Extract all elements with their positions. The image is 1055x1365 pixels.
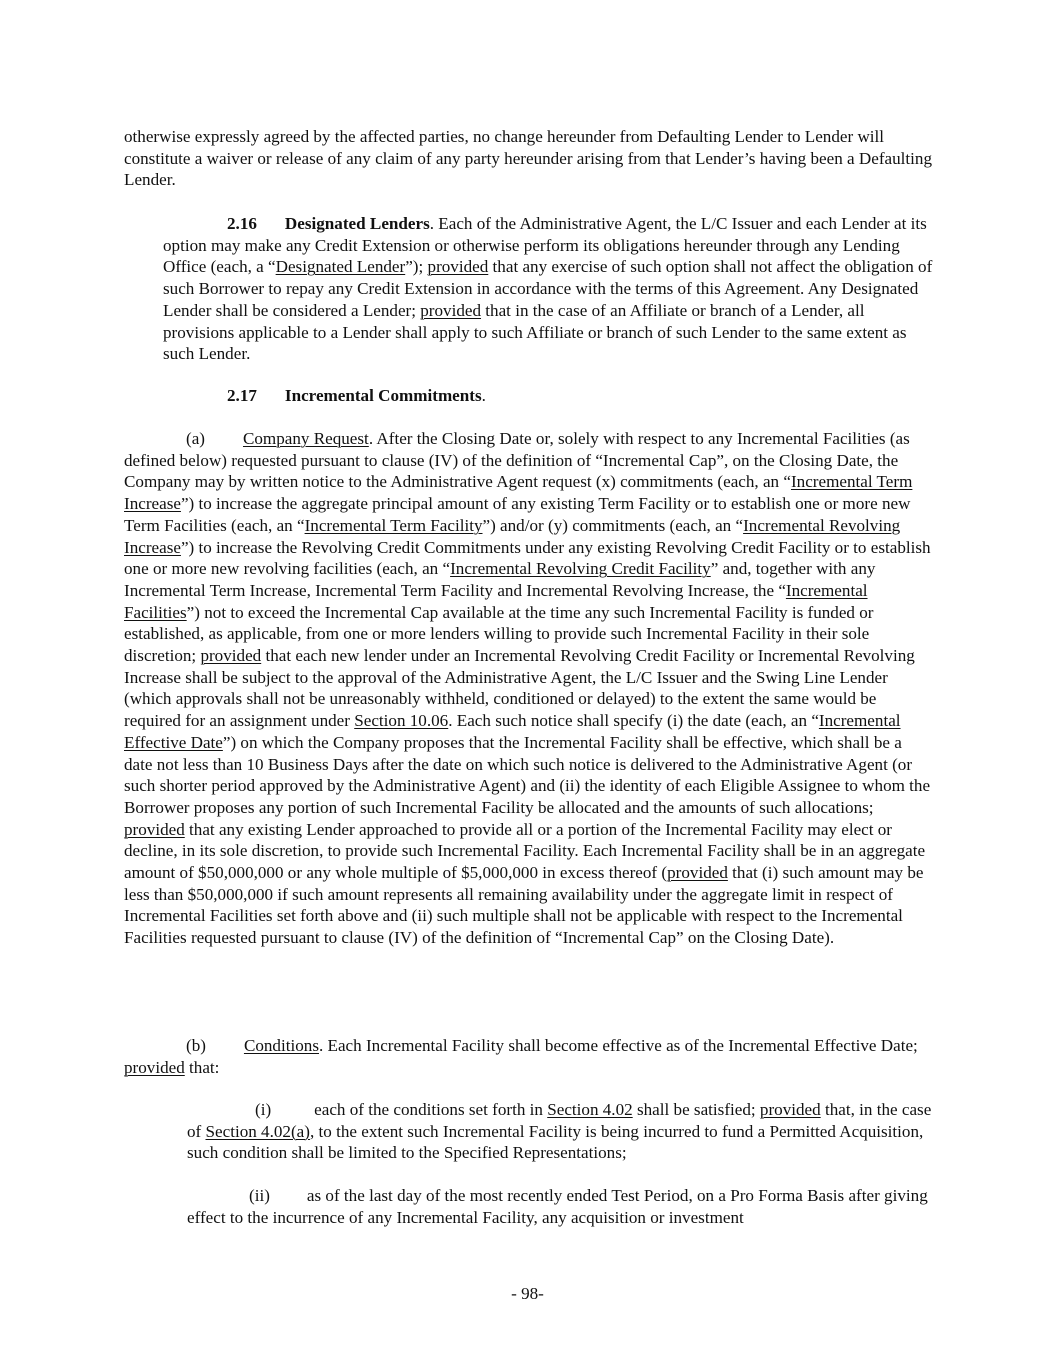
section-2-17: 2.17 Incremental Commitments. <box>227 386 486 405</box>
section-reference: Section 4.02(a) <box>205 1121 310 1141</box>
section-heading: Incremental Commitments <box>284 386 482 405</box>
defined-term: Incremental Term Facility <box>304 515 483 535</box>
defined-term: Incremental Term Increase <box>124 472 913 514</box>
provided-term: provided <box>420 300 482 320</box>
provided-term: provided <box>667 863 728 883</box>
defined-term: Incremental Revolving Increase <box>124 515 901 557</box>
continued-paragraph: otherwise expressly agreed by the affected parties, no change hereunder from Defaulting Lender to Lender will constitute a waiver or release of any claim of any party hereunder arising from that Lender’s having been a Defaulting Lender. <box>124 127 932 190</box>
paragraph-label: (a) <box>186 429 205 448</box>
section-2-16: 2.16 Designated Lenders. Each of the Administrative Agent, the L/C Issuer and each Lender at its option may make any Credit Extension or otherwise perform its obligations hereunder through any Lending Office (each, a “Designated Lender”); provided that any exercise of such option shall not affect the obligation of such Borrower to repay any Credit Extension in accordance with the terms of this Agreement. Any Designated Lender shall be considered a Lender; provided that in the case of an Affiliate or branch of a Lender, all provisions applicable to a Lender shall apply to such Affiliate or branch of such Lender to the same extent as such Lender. <box>163 214 933 364</box>
defined-term: Designated Lender <box>275 257 406 277</box>
section-reference: Section 4.02 <box>547 1100 633 1119</box>
paragraph-b: (b) Conditions. Each Incremental Facility shall become effective as of the Incremental Effective Date; provided that: <box>124 1036 918 1077</box>
paragraph-label: (b) <box>186 1036 206 1055</box>
defined-term: Incremental Facilities <box>124 580 868 622</box>
defined-term: Incremental Effective Date <box>124 711 901 752</box>
provided-term: provided <box>200 646 262 666</box>
defined-term: Incremental Revolving Credit Facility <box>450 559 711 579</box>
provided-term: provided <box>427 257 489 277</box>
section-number: 2.17 <box>227 386 257 405</box>
section-heading: Designated Lenders <box>284 214 430 233</box>
provided-term: provided <box>759 1100 821 1119</box>
paragraph-title: Conditions <box>243 1036 319 1055</box>
paragraph-a: (a) Company Request. After the Closing Date or, solely with respect to any Incremental Facilities (as defined below) requested pursuant to clause (IV) of the definition of “Incremental Cap”, on the Closing Date, the Company may by written notice to the Administrative Agent request (x) commitments (each, an “Incremental Term Increase”) to increase the aggregate principal amount of any existing Term Facility or to establish one or more new Term Facilities (each, an “Incremental Term Facility”) and/or (y) commitments (each, an “Incremental Revolving Increase”) to increase the Revolving Credit Commitments under any existing Revolving Credit Facility or to establish one or more new revolving facilities (each, an “Incremental Revolving Credit Facility” and, together with any Incremental Term Increase, Incremental Term Facility and Incremental Revolving Increase, the “Incremental Facilities”) not to exceed the Incremental Cap available at the time any such Incremental Facility is funded or established, as applicable, from one or more lenders willing to provide such Incremental Facility in their sole discretion; provided that each new lender under an Incremental Revolving Credit Facility or Incremental Revolving Increase shall be subject to the approval of the Administrative Agent, the L/C Issuer and the Swing Line Lender (which approvals shall not be unreasonably withheld, conditioned or delayed) to the extent the same would be required for an assignment under Section 10.06. Each such notice shall specify (i) the date (each, an “Incremental Effective Date”) on which the Company proposes that the Incremental Facility shall be effective, which shall be a date not less than 10 Business Days after the date on which such notice is delivered to the Administrative Agent (or such shorter period approved by the Administrative Agent) and (ii) the identity of each Eligible Assignee to whom the Borrower proposes any portion of such Incremental Facility be allocated and the amounts of such allocations; provided that any existing Lender approached to provide all or a portion of the Incremental Facility may elect or decline, in its sole discretion, to provide such Incremental Facility. Each Incremental Facility shall be in an aggregate amount of $50,000,000 or any whole multiple of $5,000,000 in excess thereof (provided that (i) such amount may be less than $50,000,000 if such amount represents all remaining availability under the aggregate limit in respect of Incremental Facilities set forth above and (ii) such multiple shall not be applicable with respect to the Incremental Facilities requested pursuant to clause (IV) of the definition of “Incremental Cap” on the Closing Date). <box>124 429 931 948</box>
section-reference: Section 10.06 <box>354 711 449 731</box>
clause-label: (ii) <box>249 1186 270 1205</box>
clause-label: (i) <box>255 1100 272 1119</box>
provided-term: provided <box>124 819 185 839</box>
page-number: - 98- <box>511 1284 544 1303</box>
section-number: 2.16 <box>227 214 257 233</box>
clause-i: (i) each of the conditions set forth in Section 4.02 shall be satisfied; provided that, in the case of Section 4.02(a), to the extent such Incremental Facility is being incurred to fund a Permitted Acquisition, such condition shall be limited to the Specified Representations; <box>187 1100 932 1163</box>
paragraph-title: Company Request <box>242 429 369 448</box>
provided-term: provided <box>124 1057 185 1077</box>
clause-ii: (ii) as of the last day of the most recently ended Test Period, on a Pro Forma Basis after giving effect to the incurrence of any Incremental Facility, any acquisition or investment <box>187 1186 928 1227</box>
